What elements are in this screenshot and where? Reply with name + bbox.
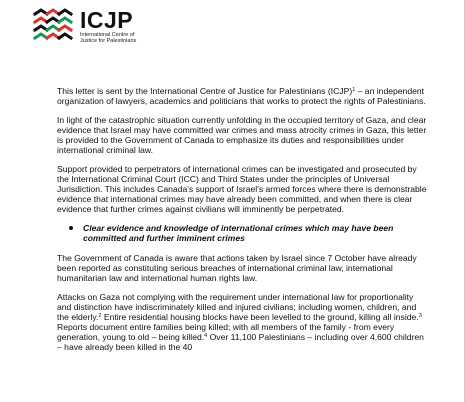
bullet-icon [69,226,73,230]
icjp-logo [32,8,232,48]
attacks-text-c: Reports document entire families being killed; with all members of the family - from every generation, young to old – being killed. [57,322,395,342]
intro-text-continued: – an independent organization of lawyers, academics and politicians that works to protect the rights of Palestinians. [57,86,426,106]
chevron-pattern-icon [32,8,76,46]
attacks-paragraph [57,292,427,352]
letter-body [57,86,427,361]
jurisdiction-paragraph: Support provided to perpetrators of international crimes can be investigated and prosecuted by the International Criminal Court (ICC) and Third States under the principles of Universal Jurisdiction. This includes Canada's support of Israel's armed forces where there is demonstrable evidence that international crimes may have already been committed, and when there is clear evidence that further crimes against civilians will imminently be perpetrated. [57,164,427,214]
logo-subtitle-line-1: International Centre of [80,32,135,38]
attacks-text-d: Over 11,100 Palestinians – including over 4,600 children – have already been killed in the 40 [57,332,424,352]
context-paragraph: In light of the catastrophic situation currently unfolding in the occupied territory of Gaza, and clear evidence that Israel may have committed war crimes and mass atrocity crimes in Gaza, this letter is provided to the Government of Canada to emphasize its duties and responsibilities under international criminal law. [57,115,427,155]
section-heading [57,223,427,243]
attacks-text-a: Attacks on Gaza not complying with the requirement under international law for proportionality and distinction have indiscriminately killed and injured civilians; including women, children, and the elderly. [57,292,417,322]
intro-text: This letter is sent by the International Centre of Justice for Palestinians (ICJP) [57,86,353,96]
logo-subtitle-line-2: Justice for Palestinians [80,38,137,44]
footnote-ref-4[interactable]: 4 [204,333,208,339]
logo-subtitle [80,32,200,44]
attacks-text-b: Entire residential housing blocks have been levelled to the ground, killing all inside. [101,312,419,322]
footnote-ref-1[interactable]: 1 [352,87,356,93]
footnote-ref-3[interactable]: 3 [418,313,422,319]
awareness-paragraph: The Government of Canada is aware that actions taken by Israel since 7 October have already been reported as constituting serious breaches of international criminal law, international humanitarian law and international human rights law. [57,253,417,283]
section-heading-text: Clear evidence and knowledge of international crimes which may have been committed and further imminent crimes [83,223,394,243]
footnote-ref-2[interactable]: 2 [98,313,102,319]
logo-wordmark: ICJP [80,7,134,33]
intro-paragraph [57,86,427,106]
